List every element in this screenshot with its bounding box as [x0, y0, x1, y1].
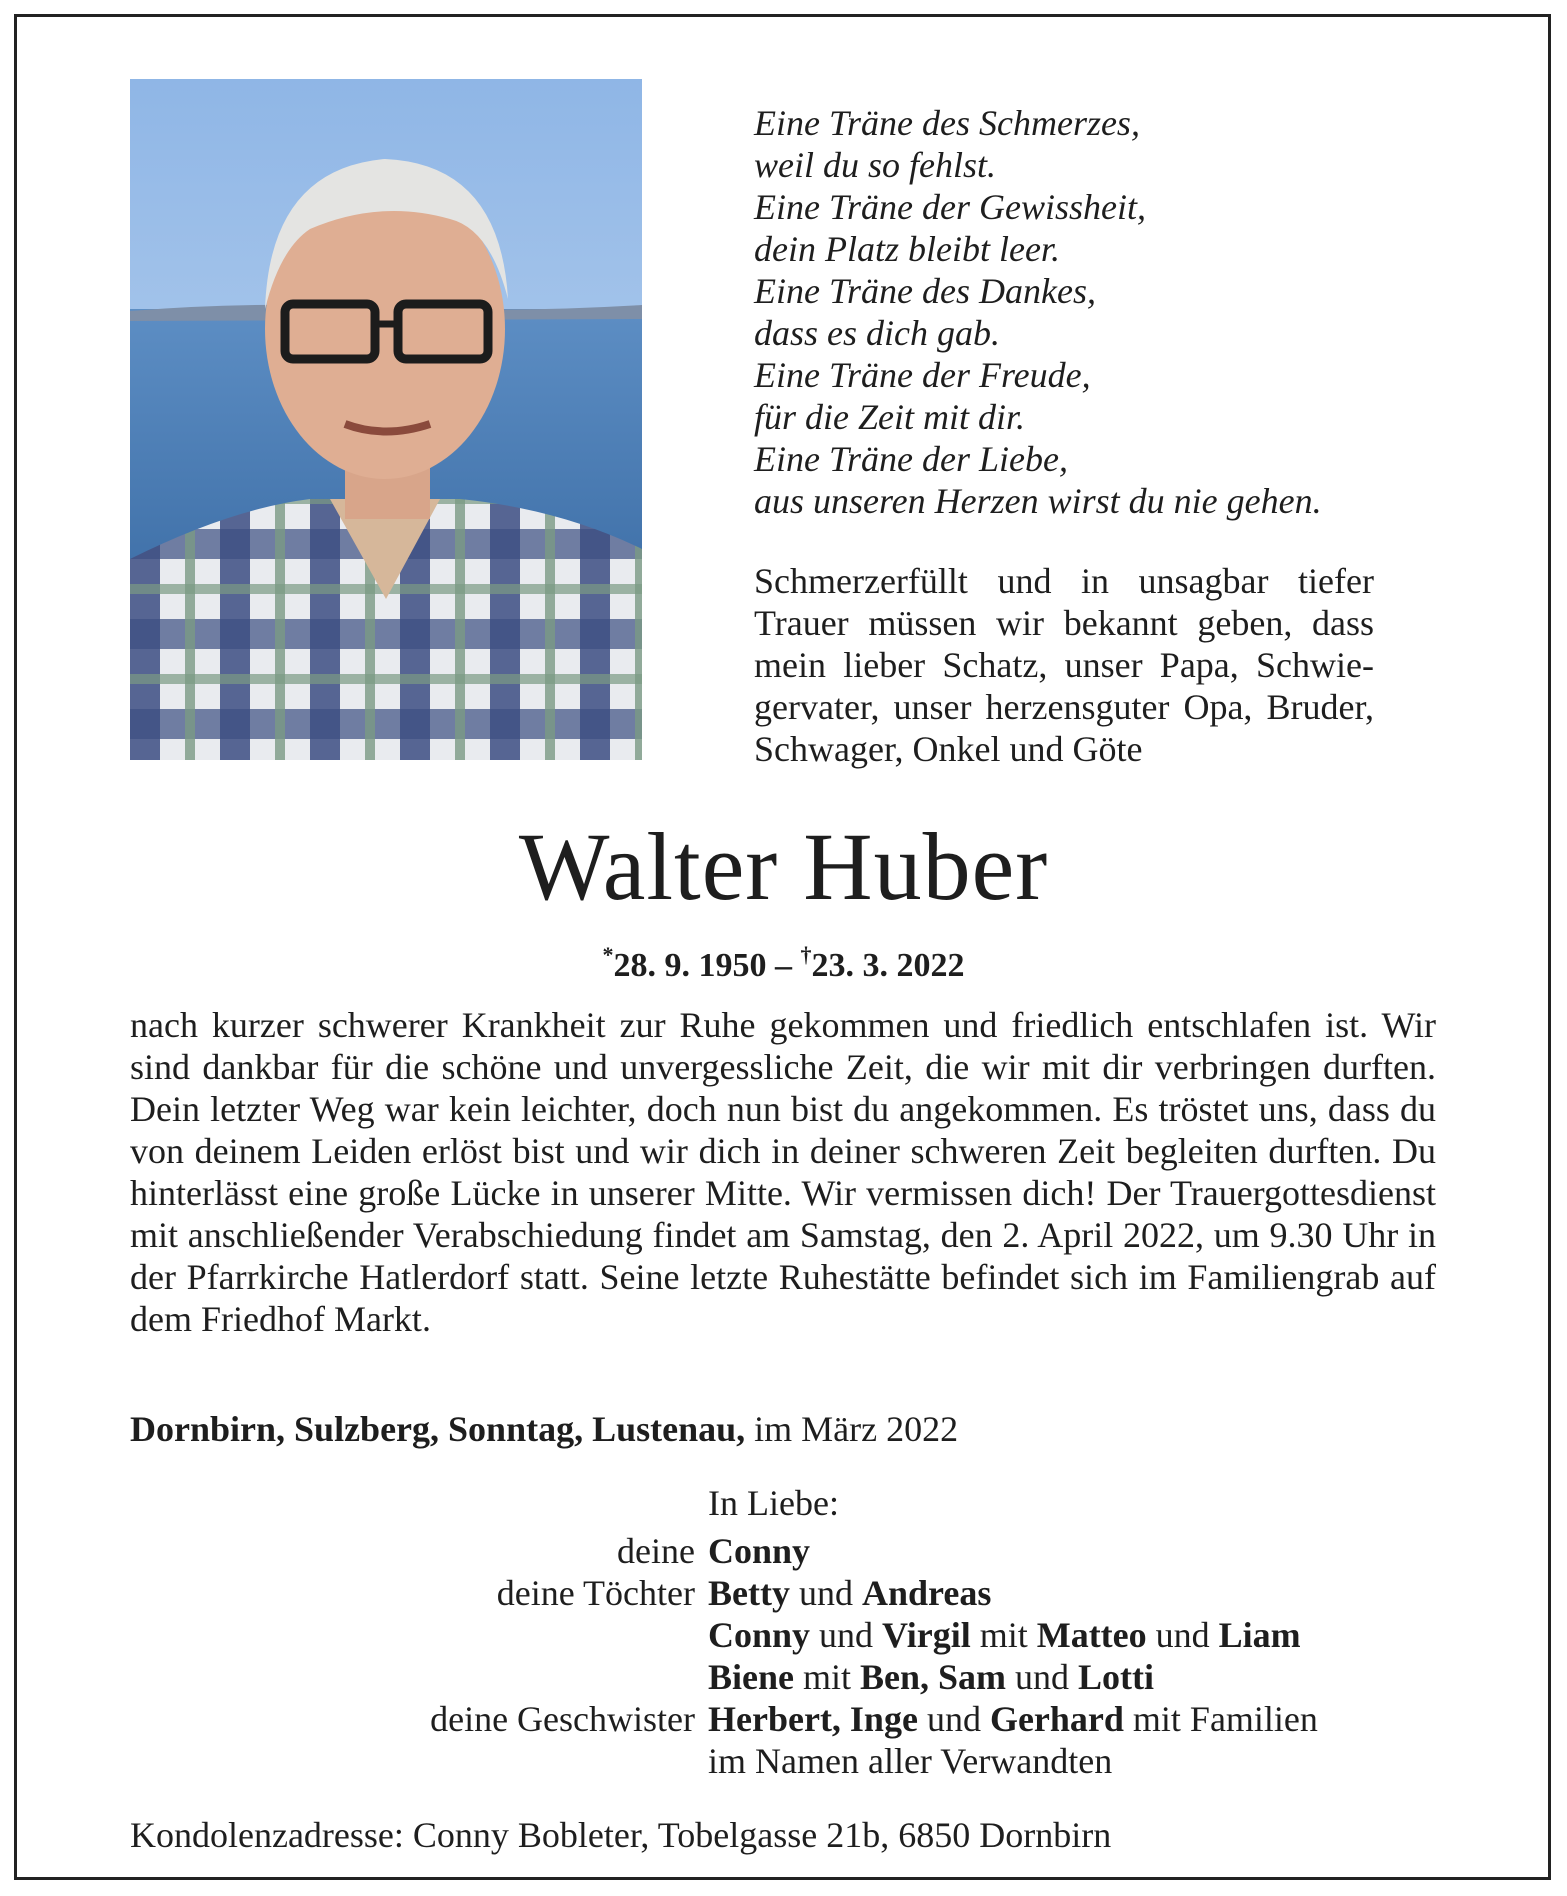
family-names [708, 1572, 991, 1614]
birth-symbol: * [602, 942, 614, 967]
family-row [0, 1656, 1567, 1698]
family-names [708, 1614, 1301, 1656]
poem-line: Eine Träne des Dankes, [754, 271, 1096, 311]
poem [754, 102, 1494, 522]
family-name: Virgil [882, 1615, 971, 1655]
family-names [708, 1656, 1154, 1698]
family-row [0, 1530, 1567, 1572]
deceased-name: Walter Huber [518, 813, 1049, 920]
relation-label: deine Töchter [496, 1573, 695, 1613]
family-names [708, 1698, 1318, 1740]
poem-line: weil du so fehlst. [754, 145, 996, 185]
in-love-heading: In Liebe: [708, 1483, 839, 1523]
connector-text: und [1006, 1657, 1079, 1697]
family-name: Matteo [1036, 1615, 1147, 1655]
relation-label: deine [617, 1531, 695, 1571]
birth-date: 28. 9. 1950 [613, 947, 767, 984]
connector-text: und [1146, 1615, 1219, 1655]
intro-paragraph: Schmerzerfüllt und in unsagbar tiefer Trauer müssen wir bekannt geben, dass mein lieber Schatz, unser Papa, Schwiegervater, unser herzensguter Opa, Bruder, Schwager, Onkel und Göte [754, 561, 1374, 769]
life-dates [0, 934, 1567, 987]
family-name: Conny [708, 1531, 811, 1571]
family-name: Lotti [1078, 1657, 1155, 1697]
family-name: Betty [708, 1573, 790, 1613]
portrait-image [130, 79, 642, 760]
family-name: Biene [708, 1657, 794, 1697]
family-row [0, 1572, 1567, 1614]
portrait-photo [130, 79, 642, 760]
place-date-line [130, 1408, 1430, 1450]
family-row [0, 1740, 1567, 1782]
date-separator: – [766, 947, 801, 984]
poem-line: Eine Träne der Freude, [754, 355, 1091, 395]
poem-line: für die Zeit mit dir. [754, 397, 1026, 437]
family-names [708, 1530, 810, 1572]
family-name: Liam [1218, 1615, 1301, 1655]
family-row [0, 1698, 1567, 1740]
family-names: im Namen aller Verwandten [708, 1741, 1113, 1781]
connector-text: mit [970, 1615, 1037, 1655]
obituary-body: nach kurzer schwerer Krankheit zur Ruhe gekommen und friedlich entschlafen ist. Wir sind dankbar für die schöne und unvergessliche Zeit, die wir mit dir verbringen durften. Dein letzter Weg war kein leichter, doch nun bist du angekommen. Es tröstet uns, dass du von deinem Leiden erlöst bist und wir dich in deiner schweren Zeit begleiten durften. Du hinterlässt eine große Lücke in unserer Mitte. Wir vermissen dich! Der Trauergottesdienst mit anschließender Verabschiedung findet am Samstag, den 2. April 2022, um 9.30 Uhr in der Pfarrkirche Hatlerdorf statt. Seine letzte Ruhestätte befindet sich im Familiengrab auf dem Friedhof Markt. [130, 1005, 1436, 1339]
connector-text: mit [794, 1657, 861, 1697]
family-name: Ben, Sam [860, 1657, 1007, 1697]
place-towns: Dornbirn, Sulzberg, Sonntag, Lustenau, [130, 1409, 746, 1449]
connector-text: und [810, 1615, 883, 1655]
place-date: im März 2022 [745, 1409, 959, 1449]
poem-line: Eine Träne der Liebe, [754, 439, 1068, 479]
relation-label: deine Geschwister [430, 1699, 695, 1739]
family-name: Andreas [861, 1573, 992, 1613]
connector-text: und [789, 1573, 862, 1613]
poem-line: Eine Träne der Gewissheit, [754, 187, 1146, 227]
condolence-address: Kondolenzadresse: Conny Bobleter, Tobelgasse 21b, 6850 Dornbirn [130, 1815, 1112, 1855]
family-name: Gerhard [989, 1699, 1124, 1739]
family-name: Conny [708, 1615, 811, 1655]
family-row [0, 1614, 1567, 1656]
connector-text: und [917, 1699, 990, 1739]
poem-line: dass es dich gab. [754, 313, 1000, 353]
poem-line: aus unseren Herzen wirst du nie gehen. [754, 481, 1322, 521]
death-symbol: † [800, 942, 812, 967]
poem-line: Eine Träne des Schmerzes, [754, 103, 1140, 143]
death-date: 23. 3. 2022 [811, 947, 965, 984]
family-list [0, 1530, 1567, 1782]
family-name: Herbert, Inge [708, 1699, 918, 1739]
connector-text: mit Familien [1123, 1699, 1318, 1739]
poem-line: dein Platz bleibt leer. [754, 229, 1060, 269]
